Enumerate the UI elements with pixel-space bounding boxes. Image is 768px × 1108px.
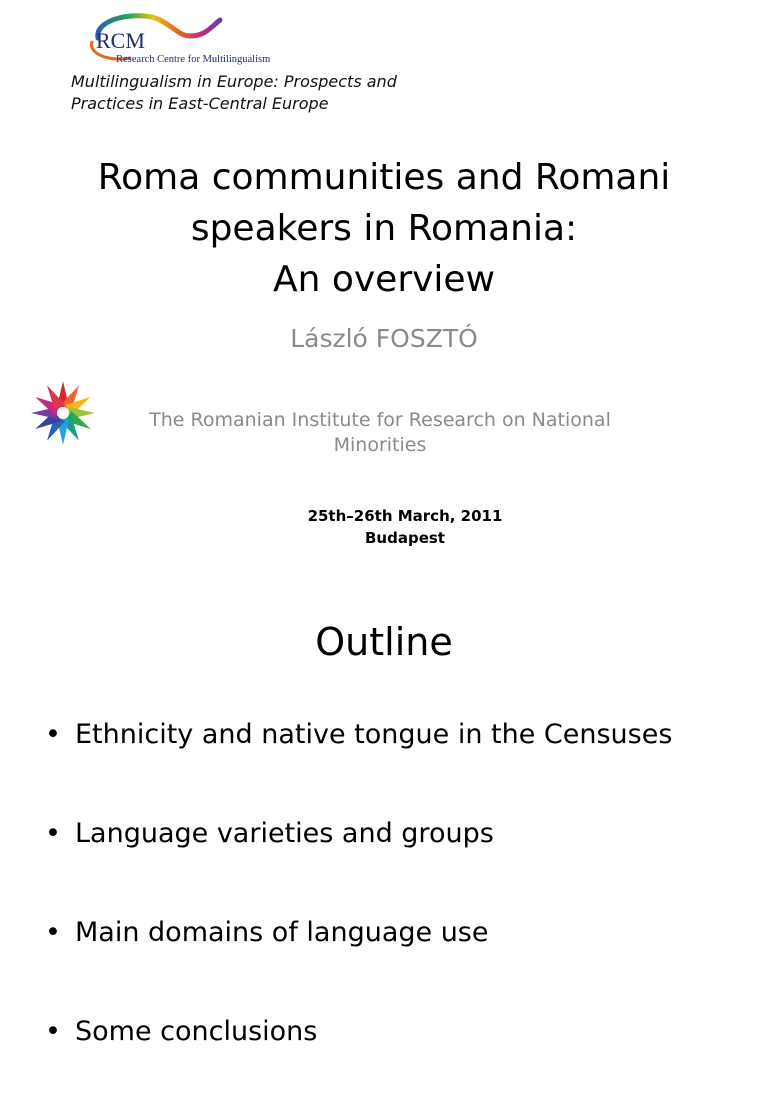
rcm-logo (80, 8, 316, 70)
outline-list (45, 712, 745, 1108)
title-line: An overview (272, 259, 496, 300)
conference-title-line: Practices in East-Central Europe (71, 94, 329, 113)
list-item-text: Ethnicity and native tongue in the Censuses (75, 719, 673, 750)
bullet-icon: • (45, 719, 61, 750)
event-date: 25th–26th March, 2011 (307, 507, 503, 525)
list-item (45, 811, 745, 910)
list-item-text: Main domains of language use (75, 917, 489, 948)
list-item-text: Some conclusions (75, 1016, 318, 1047)
star-logo-graphic (28, 378, 98, 448)
rcm-subtitle: Research Centre for Multilingualism (116, 54, 271, 65)
institute-star-logo (28, 378, 98, 448)
rcm-logo-graphic (80, 8, 316, 70)
outline-heading: Outline (315, 620, 453, 664)
event-info (250, 505, 560, 549)
conference-title (71, 71, 431, 115)
institute-line: The Romanian Institute for Research on National (149, 409, 611, 431)
conference-title-line: Multilingualism in Europe: Prospects and (71, 72, 397, 91)
bullet-icon: • (45, 1016, 61, 1047)
bullet-icon: • (45, 818, 61, 849)
list-item-text: Language varieties and groups (75, 818, 494, 849)
list-item (45, 1009, 745, 1108)
list-item (45, 910, 745, 1009)
title-line: Roma communities and Romani (97, 157, 671, 198)
presentation-title (40, 152, 728, 305)
event-place: Budapest (365, 529, 445, 547)
rcm-acronym: RCM (96, 28, 145, 53)
bullet-icon: • (45, 917, 61, 948)
institute-name (140, 408, 620, 458)
author-name: László FOSZTÓ (290, 324, 478, 353)
title-line: speakers in Romania: (190, 208, 578, 249)
institute-line: Minorities (333, 434, 427, 456)
list-item (45, 712, 745, 811)
